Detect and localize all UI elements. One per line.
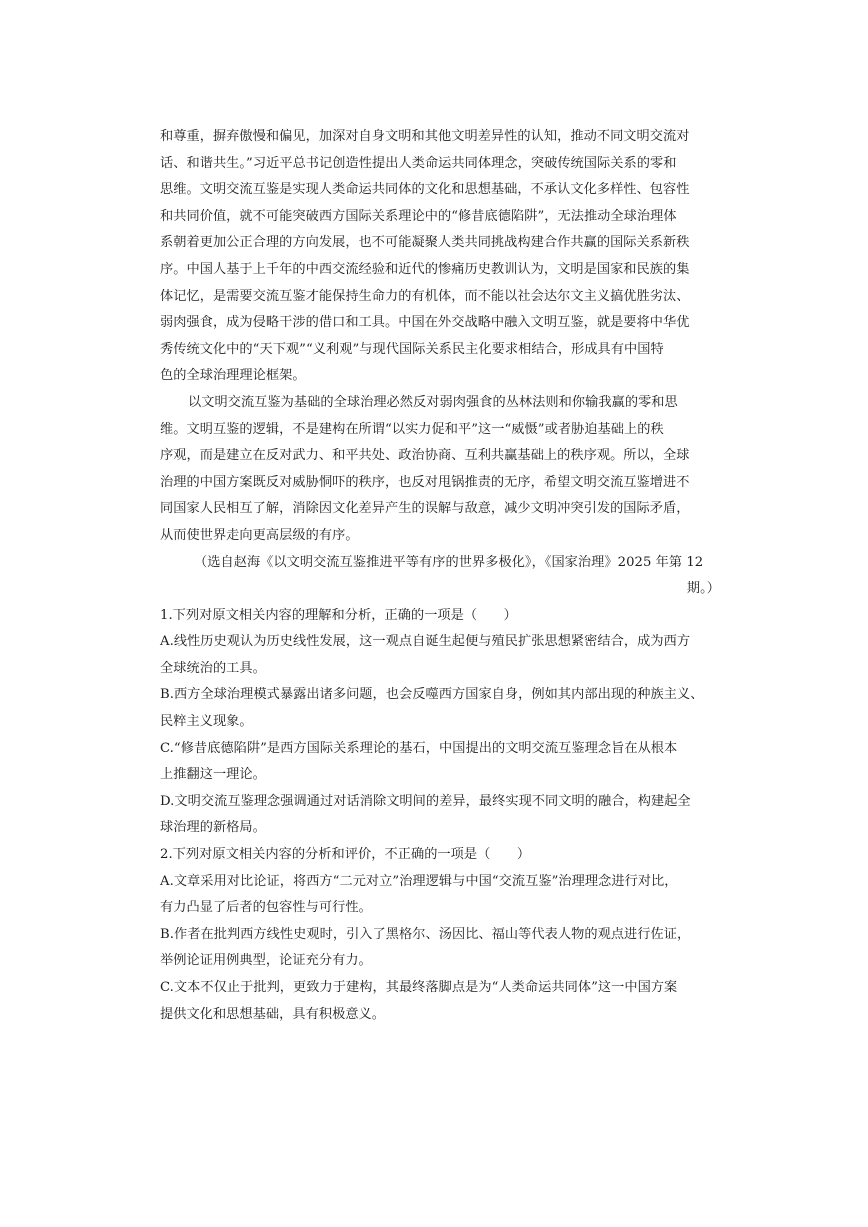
passage-line: 和共同价值，就不可能突破西方国际关系理论中的“修昔底德陷阱”，无法推动全球治理体 [160, 208, 677, 224]
question-1 [160, 603, 720, 842]
option-b: B.西方全球治理模式暴露出诸多问题，也会反噬西方国家自身，例如其内部出现的种族主义、 [160, 687, 704, 703]
passage-line: 治理的中国方案既反对威胁恫吓的秩序，也反对甩锅推责的无序，希望文明交流互鉴增进不 [160, 474, 690, 490]
passage-line: 色的全球治理理论框架。 [160, 368, 306, 384]
option-c-continuation: 上推翻这一理论。 [160, 767, 266, 783]
source-citation [160, 550, 720, 603]
passage-line: 同国家人民相互了解，消除因文化差异产生的误解与敌意，减少文明冲突引发的国际矛盾， [160, 501, 690, 517]
passage-line: 体记忆，是需要交流互鉴才能保持生命力的有机体，而不能以社会达尔文主义搞优胜劣汰、 [160, 288, 690, 304]
question-2 [160, 842, 720, 1028]
passage-line: 系朝着更加公正合理的方向发展，也不可能凝聚人类共同挑战构建合作共赢的国际关系新秩 [160, 235, 690, 251]
passage-line: 序观，而是建立在反对武力、和平共处、政治协商、互利共赢基础上的秩序观。所以，全球 [160, 448, 690, 464]
passage-line: 弱肉强食，成为侵略干涉的借口和工具。中国在外交战略中融入文明互鉴，就是要将中华优 [160, 315, 690, 331]
option-b-continuation: 民粹主义现象。 [160, 714, 253, 730]
option-a: A.文章采用对比论证，将西方“二元对立”治理逻辑与中国“交流互鉴”治理理念进行对比， [160, 873, 678, 889]
passage-line: 序。中国人基于上千年的中西交流经验和近代的惨痛历史教训认为，文明是国家和民族的集 [160, 261, 690, 277]
document-content [160, 124, 720, 1028]
option-a-continuation: 全球统治的工具。 [160, 660, 266, 676]
passage-line: 和尊重，摒弃傲慢和偏见，加深对自身文明和其他文明差异性的认知，推动不同文明交流对 [160, 129, 690, 144]
option-b-continuation: 举例论证用例典型，论证充分有力。 [160, 953, 372, 969]
source-line: （选自赵海《以文明交流互鉴推进平等有序的世界多极化》，《国家治理》2025 年第 12 [194, 554, 704, 570]
option-c: C.文本不仅止于批判，更致力于建构，其最终落脚点是为“人类命运共同体”这一中国方案 [160, 980, 678, 995]
passage-line: 从而使世界走向更高层级的有序。 [160, 527, 359, 543]
option-a-continuation: 有力凸显了后者的包容性与可行性。 [160, 900, 372, 916]
question-stem: 2.下列对原文相关内容的分析和评价，不正确的一项是（ ） [160, 847, 531, 863]
source-line: 期。） [686, 581, 720, 597]
question-stem: 1.下列对原文相关内容的理解和分析，正确的一项是（ ） [160, 607, 517, 623]
option-a: A.线性历史观认为历史线性发展，这一观点自诞生起便与殖民扩张思想紧密结合，成为西方 [160, 634, 691, 650]
option-d-continuation: 球治理的新格局。 [160, 820, 266, 836]
passage-line: 思维。文明交流互鉴是实现人类命运共同体的文化和思想基础，不承认文化多样性、包容性 [160, 182, 690, 198]
option-b: B.作者在批判西方线性史观时，引入了黑格尔、汤因比、福山等代表人物的观点进行佐证， [160, 926, 691, 942]
passage-line: 以文明交流互鉴为基础的全球治理必然反对弱肉强食的丛林法则和你输我赢的零和思 [188, 394, 678, 410]
passage-paragraph-1 [160, 124, 720, 390]
passage-line: 话、和谐共生。”习近平总书记创造性提出人类命运共同体理念，突破传统国际关系的零和 [160, 155, 677, 171]
option-c-continuation: 提供文化和思想基础，具有积极意义。 [160, 1006, 386, 1022]
option-c: C.“修昔底德陷阱”是西方国际关系理论的基石，中国提出的文明交流互鉴理念旨在从根本 [160, 740, 678, 756]
option-d: D.文明交流互鉴理念强调通过对话消除文明间的差异，最终实现不同文明的融合，构建起全 [160, 793, 691, 809]
passage-line: 维。文明互鉴的逻辑，不是建构在所谓“以实力促和平”这一“威慑”或者胁迫基础上的秩 [160, 421, 664, 437]
passage-paragraph-2 [160, 390, 720, 550]
passage-line: 秀传统文化中的“天下观”“义利观”与现代国际关系民主化要求相结合，形成具有中国特 [160, 341, 664, 357]
